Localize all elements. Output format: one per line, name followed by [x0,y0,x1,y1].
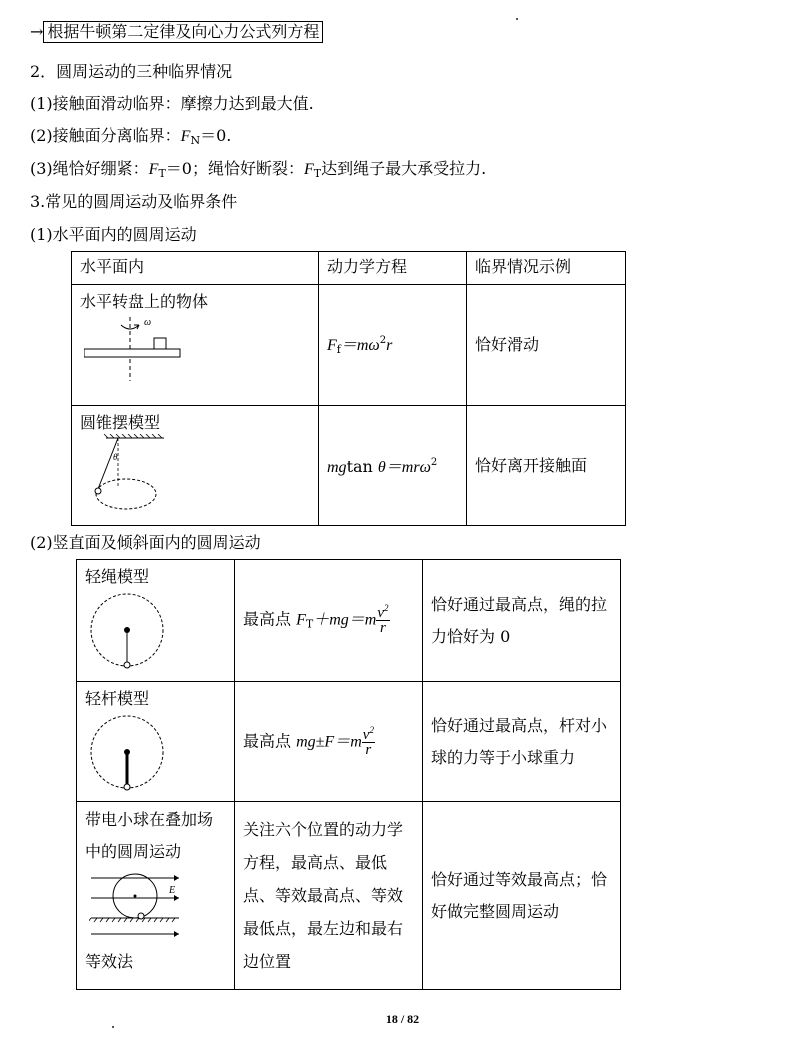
arrow-icon: → [30,22,44,41]
page-number: 18 / 82 [385,1012,420,1026]
table-header-cell: 动力学方程 [319,252,467,285]
section2-title: 2．圆周运动的三种临界情况 [30,62,233,81]
equation-cell: 最高点 mg±F＝m $\frac{v^2}{r}$ [235,682,423,802]
omega-label: ω [144,317,152,328]
field-label: E [169,885,176,896]
section2-item2: (2)接触面分离临界：$F_N=0$. [30,126,232,147]
section2-item3: (3)绳恰好绷紧：$F_T=0$；绳恰好断裂：$F_T$达到绳子最大承受拉力. [30,159,487,180]
conical-pendulum-diagram [86,434,176,512]
equation-cell: 关注六个位置的动力学方程，最高点、最低点、等效最高点、等效最低点，最左边和最右边位置 [235,802,423,990]
equation-cell: 最高点 $F_T+mg=m$ $\frac{v^2}{r}$ [235,560,423,682]
boxed-heading: 根据牛顿第二定律及向心力公式列方程 [43,21,323,43]
table-row [77,802,621,990]
table-row [72,406,626,526]
equation-cell: mgtan θ＝mrω$^2$ [319,406,467,526]
table-header-row [72,252,626,285]
model-cell [72,406,319,526]
model-cell [77,802,235,990]
example-cell: 恰好滑动 [467,285,626,406]
speck [516,18,518,20]
example-cell: 恰好通过最高点，绳的拉力恰好为 0 [423,560,621,682]
turntable-diagram [84,313,194,383]
model-name: 轻杆模型 [85,689,150,708]
model-name: 带电小球在叠加场中的圆周运动 [85,810,214,861]
light-rope-diagram [89,588,169,670]
fraction-v2-over-r: $\frac{v^2}{r}$ [377,603,389,637]
model-name: 轻绳模型 [85,567,150,586]
light-rod-diagram [89,710,169,792]
fraction-v2-over-r: $\frac{v^2}{r}$ [362,724,374,758]
model-name: 水平转盘上的物体 [80,292,209,311]
equation-cell: $F_f=m\omega^2r$ [319,285,467,406]
table-vertical-circular-motion [76,559,621,990]
superposed-field-diagram [89,870,189,940]
example-cell: 恰好通过等效最高点；恰好做完整圆周运动 [423,802,621,990]
section3-sub2-title: (2)竖直面及倾斜面内的圆周运动 [30,533,261,552]
section3-title: 3.常见的圆周运动及临界条件 [30,192,238,211]
model-name: 圆锥摆模型 [80,413,161,432]
section3-sub1-title: (1)水平面内的圆周运动 [30,225,197,244]
model-cell [72,285,319,406]
table-header-cell: 水平面内 [72,252,319,285]
example-cell: 恰好离开接触面 [467,406,626,526]
table-row [77,682,621,802]
example-cell: 恰好通过最高点，杆对小球的力等于小球重力 [423,682,621,802]
table-row [72,285,626,406]
theta-label: θ [113,452,118,462]
section2-item1: (1)接触面滑动临界：摩擦力达到最大值. [30,94,314,113]
header-line [30,21,323,43]
model-cell [77,682,235,802]
method-label: 等效法 [85,952,134,971]
table-header-cell: 临界情况示例 [467,252,626,285]
table-row [77,560,621,682]
table-horizontal-circular-motion [71,251,626,526]
model-cell [77,560,235,682]
